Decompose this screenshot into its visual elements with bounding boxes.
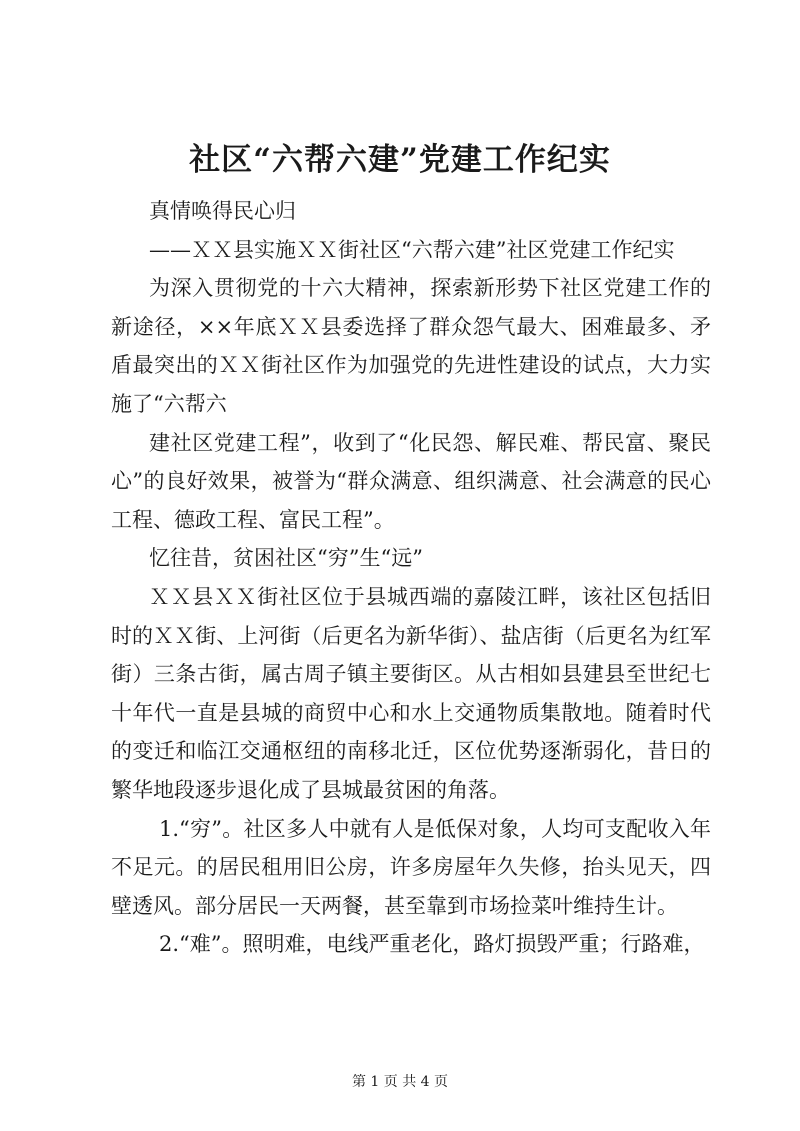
- list-item-difficult: 2.“难”。照明难，电线严重老化，路灯损毁严重；行路难，: [159, 932, 705, 957]
- paragraph-byline: ——ＸＸ县实施ＸＸ街社区“六帮六建”社区党建工作纪实: [149, 237, 675, 262]
- page-title: 社区“六帮六建”党建工作纪实: [189, 142, 611, 178]
- document-body: [111, 192, 711, 964]
- paragraph-history: ＸＸ县ＸＸ街社区位于县城西端的嘉陵江畔，该社区包括旧时的ＸＸ街、上河街（后更名为新华街）、盐店街（后更名为红军街）三条古街，属古周子镇主要街区。从古相如县建县至世纪七十年代一直是县城的商贸中心和水上交通物质集散地。随着时代的变迁和临江交通枢纽的南移北迁，区位优势逐渐弱化，昔日的繁华地段逐步退化成了县城最贫困的角落。: [111, 584, 711, 802]
- paragraph-intro: 为深入贯彻党的十六大精神，探索新形势下社区党建工作的新途径，××年底ＸＸ县委选择了群众怨气最大、困难最多、矛盾最突出的ＸＸ街社区作为加强党的先进性建设的试点，大力实施了“六帮六: [111, 276, 711, 416]
- paragraph-intro-continued: 建社区党建工程”，收到了“化民怨、解民难、帮民富、聚民心”的良好效果，被誉为“群众满意、组织满意、社会满意的民心工程、德政工程、富民工程”。: [111, 430, 711, 532]
- paragraph-subtitle: 真情唤得民心归: [149, 199, 296, 223]
- page-footer: 第 1 页 共 4 页: [351, 1074, 449, 1090]
- section-heading: 忆往昔，贫困社区“穷”生“远”: [149, 546, 423, 571]
- list-item-poor: 1.“穷”。社区多人中就有人是低保对象，人均可支配收入年不足元。的居民租用旧公房，许多房屋年久失修，抬头见天，四壁透风。部分居民一天两餐，甚至靠到市场捡菜叶维持生计。: [111, 816, 711, 918]
